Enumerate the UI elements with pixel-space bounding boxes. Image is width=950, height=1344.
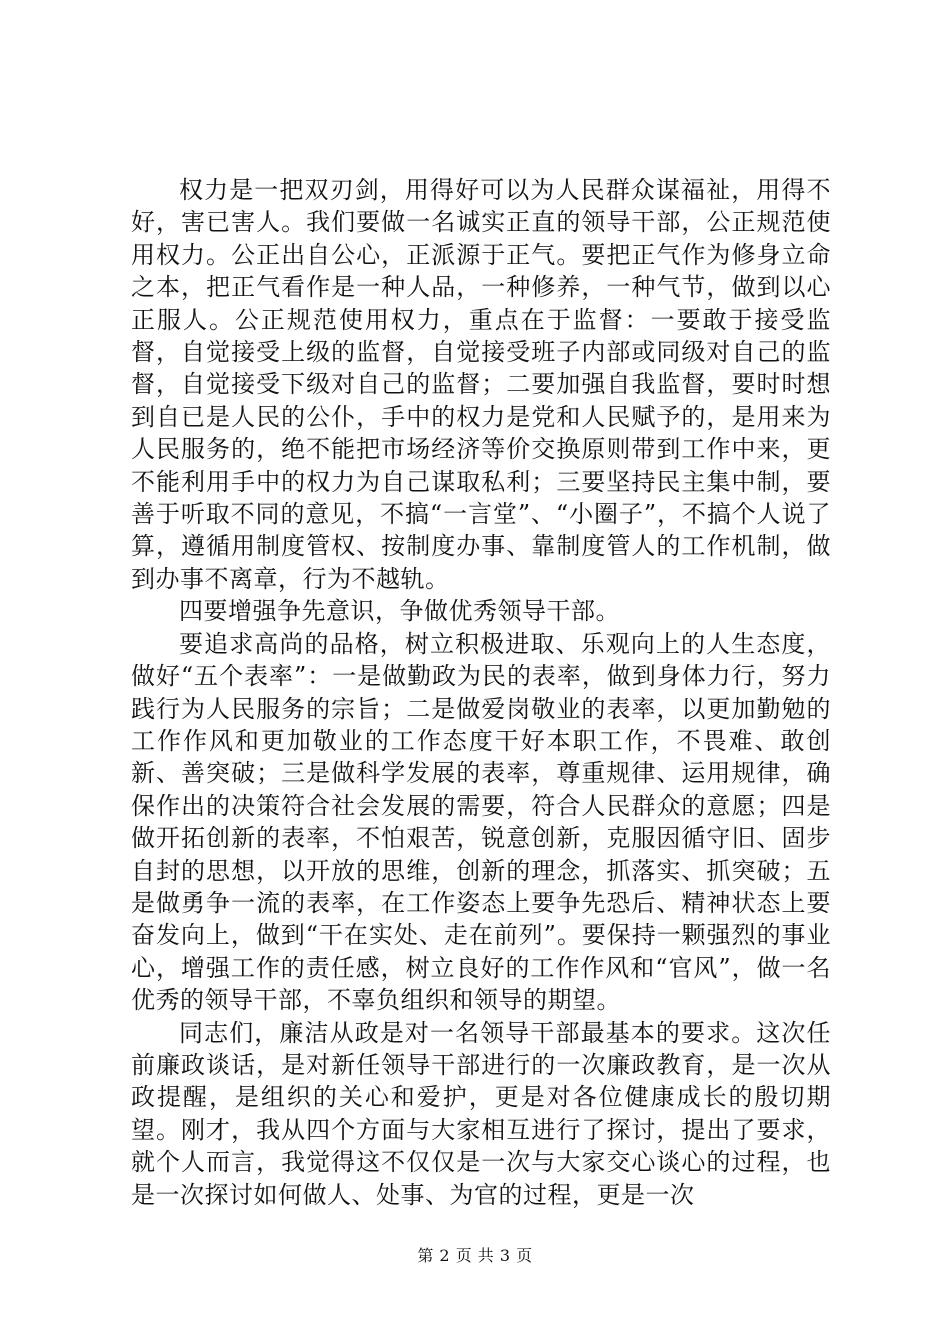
- document-body: [131, 174, 831, 1211]
- paragraph-power-supervision: 权力是一把双刃剑，用得好可以为人民群众谋福祉，用得不好，害已害人。我们要做一名诚实正直的领导干部，公正规范使用权力。公正出自公心，正派源于正气。要把正气作为修身立命之本，把正气看作是一种人品，一种修养，一种气节，做到以心正服人。公正规范使用权力，重点在于监督：一要敢于接受监督，自觉接受上级的监督，自觉接受班子内部或同级对自己的监督，自觉接受下级对自己的监督；二要加强自我监督，要时时想到自已是人民的公仆，手中的权力是党和人民赋予的，是用来为人民服务的，绝不能把市场经济等价交换原则带到工作中来，更不能利用手中的权力为自己谋取私利；三要坚持民主集中制，要善于听取不同的意见，不搞“一言堂”、“小圈子”，不搞个人说了算，遵循用制度管权、按制度办事、靠制度管人的工作机制，做到办事不离章，行为不越轨。: [131, 176, 831, 593]
- page-number: 第 2 页 共 3 页: [417, 1246, 533, 1265]
- page-footer: [0, 1245, 950, 1267]
- paragraph-heading-fourth-point: 四要增强争先意识，争做优秀领导干部。: [179, 597, 620, 626]
- paragraph-five-exemplars: 要追求高尚的品格，树立积极进取、乐观向上的人生态度，做好“五个表率”：一是做勤政为民的表率，做到身体力行，努力践行为人民服务的宗旨；二是做爱岗敬业的表率，以更加勤勉的工作作风和更加敬业的工作态度干好本职工作，不畏难、敢创新、善突破；三是做科学发展的表率，尊重规律、运用规律，确保作出的决策符合社会发展的需要，符合人民群众的意愿；四是做开拓创新的表率，不怕艰苦，锐意创新，克服因循守旧、固步自封的思想，以开放的思维，创新的理念，抓落实、抓突破；五是做勇争一流的表率，在工作姿态上要争先恐后、精神状态上要奋发向上，做到“干在实处、走在前列”。要保持一颗强烈的事业心，增强工作的责任感，树立良好的工作作风和“官风”，做一名优秀的领导干部，不辜负组织和领导的期望。: [131, 629, 831, 1015]
- paragraph-closing: 同志们，廉洁从政是对一名领导干部最基本的要求。这次任前廉政谈话，是对新任领导干部进行的一次廉政教育，是一次从政提醒，是组织的关心和爱护，更是对各位健康成长的殷切期望。刚才，我从四个方面与大家相互进行了探讨，提出了要求，就个人而言，我觉得这不仅仅是一次与大家交心谈心的过程，也是一次探讨如何做人、处事、为官的过程，更是一次: [131, 1018, 831, 1209]
